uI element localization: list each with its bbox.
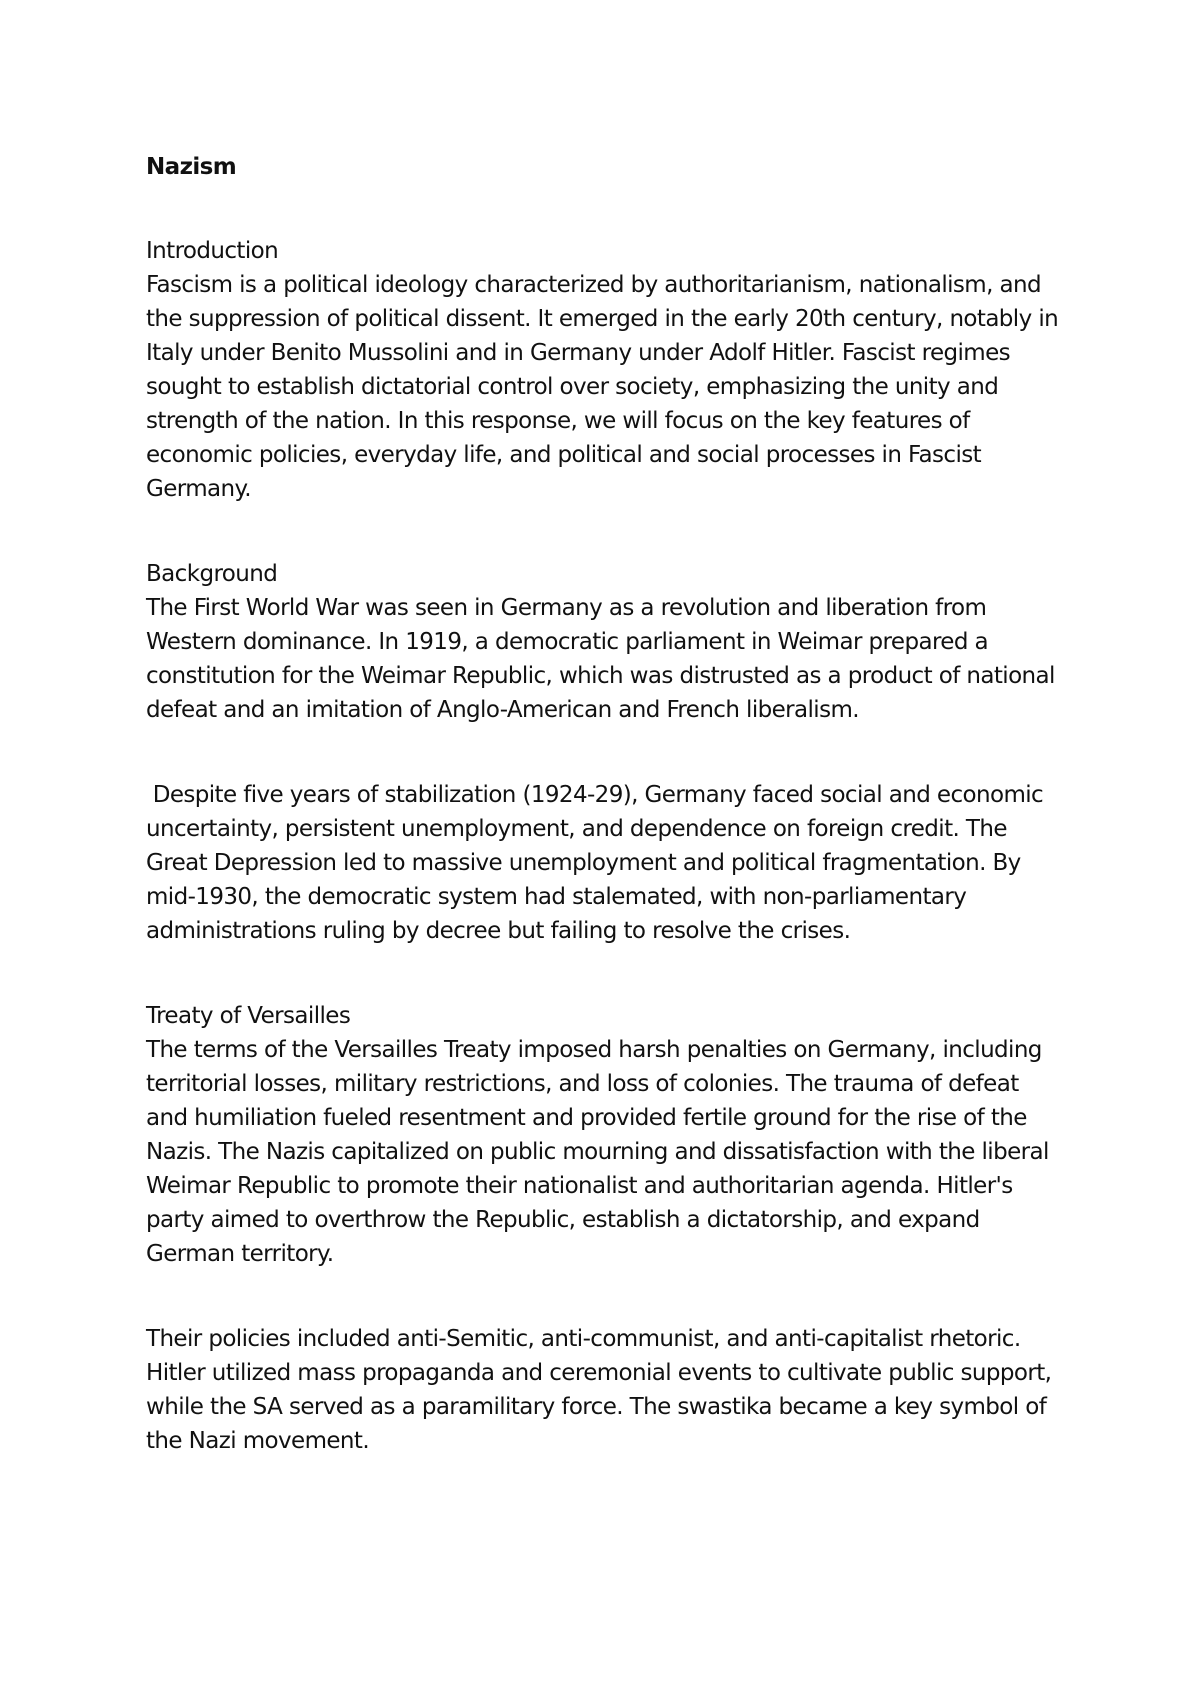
treaty-paragraph-2: Their policies included anti-Semitic, anti-communist, and anti-capitalist rhetoric. Hitler utilized mass propaganda and ceremonial events to cultivate public support, while the SA served as a paramilitary force. The swastika became a key symbol of the Nazi movement.	[146, 1326, 1052, 1454]
section-heading-background: Background	[146, 561, 278, 587]
spacer	[146, 184, 1066, 234]
spacer	[146, 506, 1066, 557]
section-heading-introduction: Introduction	[146, 238, 279, 264]
spacer	[146, 1271, 1066, 1322]
spacer	[146, 727, 1066, 778]
background-paragraph-1: The First World War was seen in Germany as a revolution and liberation from Western dominance. In 1919, a democratic parliament in Weimar prepared a constitution for the Weimar Republic, which was distrusted as a product of national defeat and an imitation of Anglo-American and French liberalism.	[146, 595, 1055, 723]
spacer	[146, 948, 1066, 999]
treaty-paragraph-1: The terms of the Versailles Treaty imposed harsh penalties on Germany, including territorial losses, military restrictions, and loss of colonies. The trauma of defeat and humiliation fueled resentment and provided fertile ground for the rise of the Nazis. The Nazis capitalized on public mourning and dissatisfaction with the liberal Weimar Republic to promote their nationalist and authoritarian agenda. Hitler's party aimed to overthrow the Republic, establish a dictatorship, and expand German territory.	[146, 1037, 1049, 1267]
document-title: Nazism	[146, 154, 237, 180]
section-heading-treaty-of-versailles: Treaty of Versailles	[146, 1003, 351, 1029]
document-page	[146, 150, 1066, 1458]
background-paragraph-2: Despite five years of stabilization (1924-29), Germany faced social and economic uncertainty, persistent unemployment, and dependence on foreign credit. The Great Depression led to massive unemployment and political fragmentation. By mid-1930, the democratic system had stalemated, with non-parliamentary administrations ruling by decree but failing to resolve the crises.	[146, 782, 1050, 944]
introduction-paragraph: Fascism is a political ideology characterized by authoritarianism, nationalism, and the suppression of political dissent. It emerged in the early 20th century, notably in Italy under Benito Mussolini and in Germany under Adolf Hitler. Fascist regimes sought to establish dictatorial control over society, emphasizing the unity and strength of the nation. In this response, we will focus on the key features of economic policies, everyday life, and political and social processes in Fascist Germany.	[146, 272, 1059, 502]
